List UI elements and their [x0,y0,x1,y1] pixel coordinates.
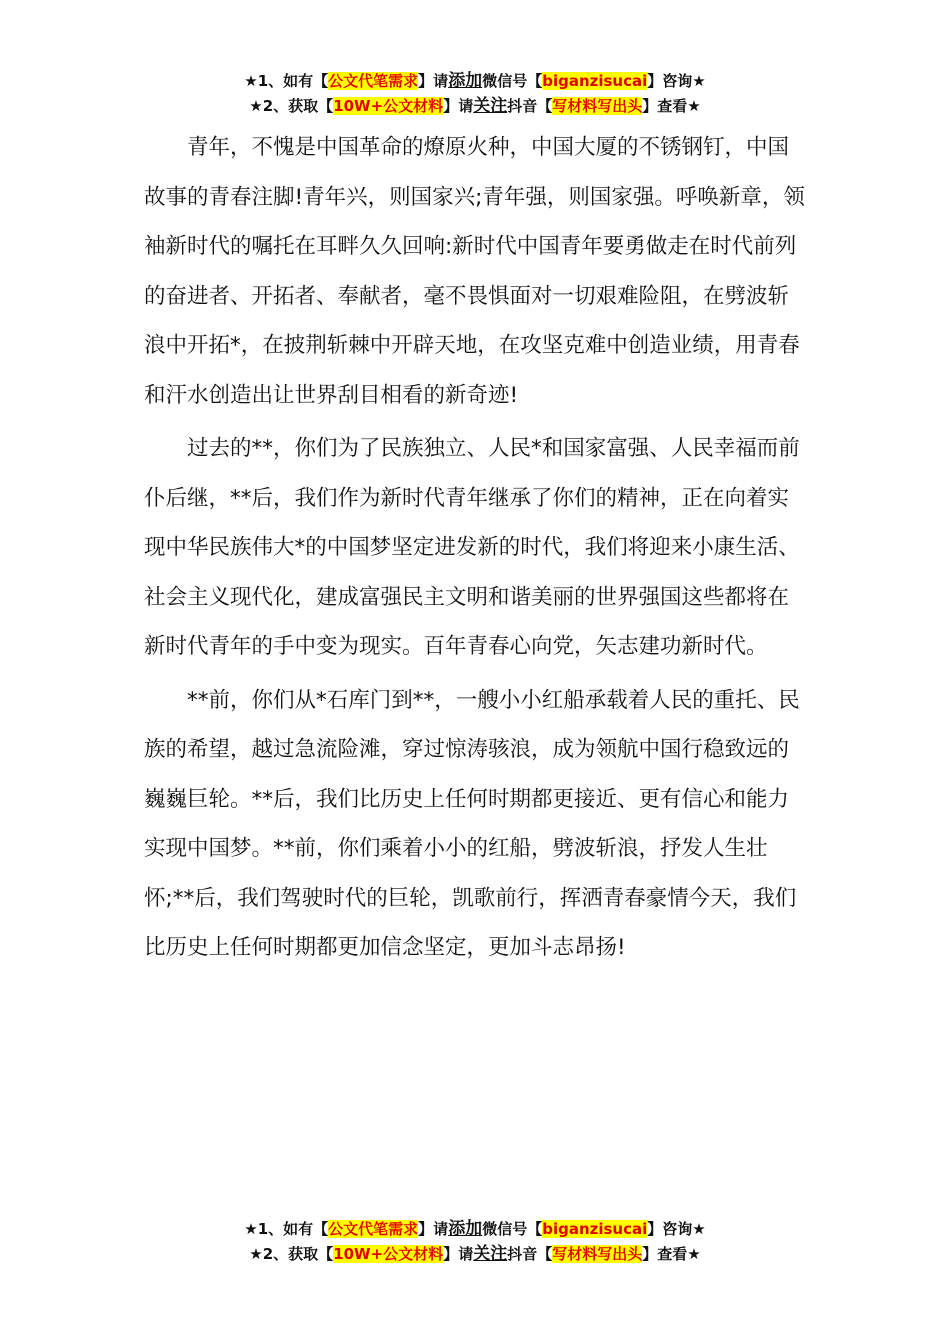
header-line-2-highlight-douyin: 写材料写出头 [552,97,643,115]
header-line-2 [0,94,950,119]
document-body [144,123,810,977]
footer-line-2-suffix: 】查看★ [642,1245,701,1263]
footer-line-2 [0,1242,950,1267]
header-line-2-prefix: ★2、获取【 [249,97,334,115]
header-line-1-text-2: 微信号【 [482,72,543,90]
footer-line-1-text-2: 微信号【 [482,1220,543,1238]
footer-line-1-suffix: 】咨询★ [647,1220,706,1238]
paragraph-1: 青年，不愧是中国革命的燎原火种，中国大厦的不锈钢钉，中国故事的青春注脚!青年兴，则国家兴;青年强，则国家强。呼唤新章，领袖新时代的嘱托在耳畔久久回响:新时代中国青年要勇做走在时代前列的奋进者、开拓者、奉献者，毫不畏惧面对一切艰难险阻，在劈波斩浪中开拓*，在披荆斩棘中开辟天地，在攻坚克难中创造业绩，用青春和汗水创造出让世界刮目相看的新奇迹! [144,135,805,408]
footer-line-1 [0,1217,950,1242]
footer-banner [0,1217,950,1267]
footer-line-2-highlight-douyin: 写材料写出头 [552,1245,643,1263]
footer-line-2-emphasis: 关注 [473,1244,508,1264]
header-line-2-text: 】请 [443,97,474,115]
paragraph-2: 过去的**，你们为了民族独立、人民*和国家富强、人民幸福而前仆后继，**后，我们作为新时代青年继承了你们的精神，正在向着实现中华民族伟大*的中国梦坚定进发新的时代，我们将迎来小康生活、社会主义现代化，建成富强民主文明和谐美丽的世界强国这些都将在新时代青年的手中变为现实。百年青春心向党，矢志建功新时代。 [144,436,800,659]
header-line-1-highlight-service: 公文代笔需求 [328,72,419,90]
header-line-1-highlight-wechat: biganzisucai [542,72,648,90]
paragraph-3: **前，你们从*石库门到**，一艘小小红船承载着人民的重托、民族的希望，越过急流险滩，穿过惊涛骇浪，成为领航中国行稳致远的巍巍巨轮。**后，我们比历史上任何时期都更接近、更有信心和能力实现中国梦。**前，你们乘着小小的红船，劈波斩浪，抒发人生壮怀;**后，我们驾驶时代的巨轮，凯歌前行，挥洒青春豪情今天，我们比历史上任何时期都更加信念坚定，更加斗志昂扬! [144,687,800,960]
header-line-1 [0,69,950,94]
footer-line-1-highlight-wechat: biganzisucai [542,1220,648,1238]
footer-line-1-prefix: ★1、如有【 [244,1220,329,1238]
header-line-1-emphasis: 添加 [448,71,483,91]
header-line-2-suffix: 】查看★ [642,97,701,115]
footer-line-2-prefix: ★2、获取【 [249,1245,334,1263]
footer-line-1-text: 】请 [418,1220,449,1238]
header-line-2-highlight-materials: 10W+公文材料 [333,97,444,115]
header-line-1-prefix: ★1、如有【 [244,72,329,90]
header-banner [0,69,950,119]
header-line-2-text-2: 抖音【 [507,97,553,115]
footer-line-2-highlight-materials: 10W+公文材料 [333,1245,444,1263]
header-line-1-text: 】请 [418,72,449,90]
header-line-1-suffix: 】咨询★ [647,72,706,90]
footer-line-1-emphasis: 添加 [448,1219,483,1239]
header-line-2-emphasis: 关注 [473,96,508,116]
footer-line-2-text-2: 抖音【 [507,1245,553,1263]
footer-line-1-highlight-service: 公文代笔需求 [328,1220,419,1238]
footer-line-2-text: 】请 [443,1245,474,1263]
